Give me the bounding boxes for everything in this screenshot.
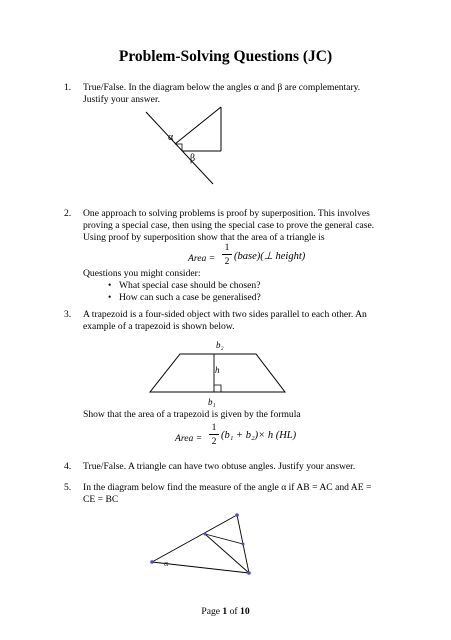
q5-vertex-e: [204, 533, 207, 536]
q3-formula-rhs: (b₁ + b₂)× h (HL): [221, 430, 297, 441]
q2-line1: One approach to solving problems is proof by superposition. This involves: [83, 208, 370, 219]
q2-formula-lhs: Area =: [188, 253, 216, 264]
q5-line1: In the diagram below find the measure of the angle α if AB = AC and AE =: [83, 482, 372, 493]
page-title: Problem-Solving Questions (JC): [118, 48, 333, 65]
q2-line3: Using proof by superposition show that the area of a triangle is: [83, 232, 325, 244]
q5-vertex-d: [242, 543, 245, 546]
q2-line2: proving a special case, then using the special case to prove the general case.: [83, 220, 375, 232]
q4-line1: True/False. A triangle can have two obtuse angles. Justify your answer.: [83, 461, 356, 472]
q2-formula-num: 1: [224, 242, 230, 253]
q3-line1: A trapezoid is a four-sided object with two sides parallel to each other. An: [83, 309, 367, 320]
footer-page-total: 10: [240, 606, 250, 617]
q3-label-b1: b₁: [208, 397, 216, 407]
q2-formula-den: 2: [224, 256, 230, 267]
q1-number: 1.: [64, 82, 72, 93]
q3-number: 3.: [64, 309, 72, 320]
q3-formula-num: 1: [211, 422, 217, 433]
q3-label-h: h: [215, 365, 220, 375]
q2-number: 2.: [64, 208, 72, 219]
bullet-icon: •: [108, 280, 112, 291]
q1-line2: Justify your answer.: [83, 94, 161, 106]
q3-formula-den: 2: [211, 436, 217, 447]
q5-side-ba: [152, 515, 237, 562]
q1-line1: True/False. In the diagram below the angles α and β are complementary.: [83, 82, 361, 93]
q2-consider: Questions you might consider:: [83, 268, 201, 279]
q1-beta-label: β: [190, 153, 196, 164]
q3-formula-lhs: Area =: [175, 433, 203, 444]
q5-vertex-a: [235, 513, 239, 517]
footer-of-word: of: [229, 606, 238, 617]
bullet-icon: •: [108, 292, 112, 303]
q3-line2: example of a trapezoid is shown below.: [83, 321, 235, 333]
page-footer: [0, 606, 451, 617]
q1-alpha-label: α: [168, 132, 174, 143]
q2-formula-rhs: (base)(⊥ height): [234, 251, 306, 262]
footer-page-word: Page: [201, 606, 221, 617]
q5-vertex-c: [247, 571, 251, 575]
q4-number: 4.: [64, 461, 72, 472]
q2-bullet-2-text: How can such a case be generalised?: [119, 292, 261, 303]
q3-show: Show that the area of a trapezoid is given by the formula: [83, 409, 301, 420]
q5-vertex-b: [150, 560, 154, 564]
footer-page-number: 1: [222, 606, 228, 617]
q5-number: 5.: [64, 482, 72, 493]
q3-label-b2: b₂: [216, 340, 224, 350]
q5-alpha-label: α: [164, 559, 169, 568]
q5-line2: CE = BC: [83, 494, 119, 506]
q2-bullet-1-text: What special case should be chosen?: [119, 280, 261, 291]
